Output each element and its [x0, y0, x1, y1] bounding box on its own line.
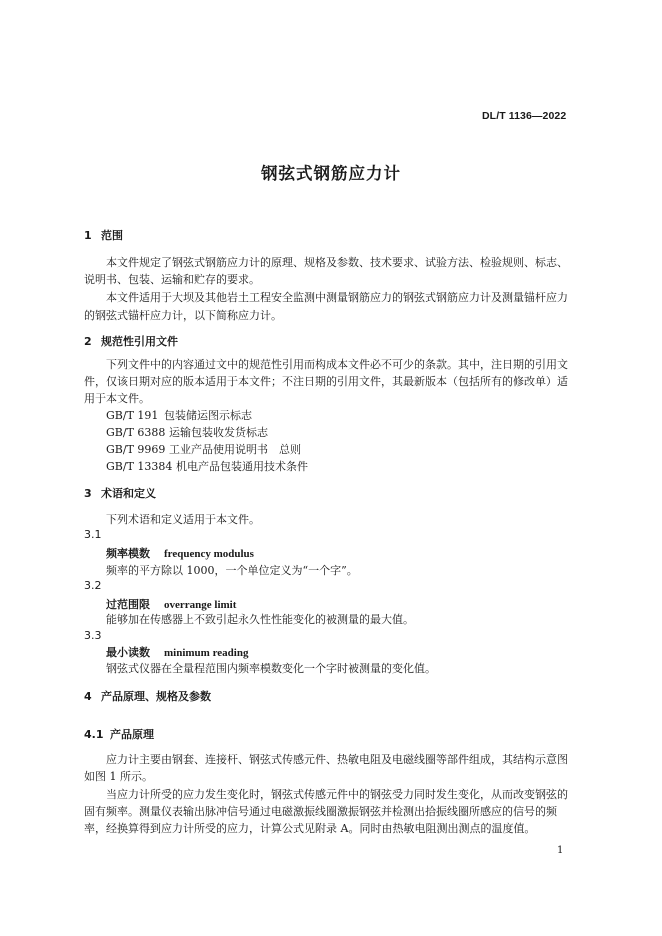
term-definition: 频率的平方除以 1000，一个单位定义为“一个字”。 [106, 564, 358, 577]
reference-name: 包装储运图示标志 [164, 409, 252, 422]
term-definition: 能够加在传感器上不致引起永久性性能变化的被测量的最大值。 [106, 613, 414, 626]
reference-item [106, 424, 268, 440]
text-line: 本文件规定了钢弦式钢筋应力计的原理、规格及参数、技术要求、试验方法、检验规则、标志、 [106, 256, 568, 269]
text-line: 当应力计所受的应力发生变化时，钢弦式传感元件中的钢弦受力同时发生变化，从而改变钢弦的 [106, 788, 568, 801]
term-chinese: 最小读数 [106, 646, 150, 659]
subsection-title: 产品原理 [110, 728, 154, 741]
subsection-number: 4.1 [84, 728, 104, 741]
page-number: 1 [557, 845, 564, 856]
reference-name: 运输包装收发货标志 [169, 426, 268, 439]
term-english: overrange limit [164, 599, 237, 611]
text-line: 说明书、包装、运输和贮存的要求。 [84, 273, 260, 286]
section-number: 1 [84, 229, 92, 242]
reference-name: 工业产品使用说明书 总则 [169, 443, 301, 456]
text-line: 固有频率。测量仪表输出脉冲信号通过电磁激振线圈激振钢弦并检测出拾振线圈所感应的信号的频 [84, 805, 557, 818]
reference-code: GB/T 6388 [106, 426, 166, 439]
reference-code: GB/T 191 [106, 409, 159, 422]
term-english: minimum reading [164, 647, 249, 659]
reference-name: 机电产品包装通用技术条件 [176, 460, 308, 473]
reference-item [106, 458, 308, 474]
section-title: 产品原理、规格及参数 [101, 690, 211, 703]
text-line: 用于本文件。 [84, 392, 150, 405]
section-2-heading [84, 333, 178, 349]
section-1-heading [84, 227, 123, 243]
reference-item [106, 441, 301, 457]
text-line: 应力计主要由钢套、连接杆、钢弦式传感元件、热敏电阻及电磁线圈等部件组成，其结构示意图 [106, 753, 568, 766]
section-number: 4 [84, 690, 92, 703]
term-chinese: 过范围限 [106, 598, 150, 611]
reference-item [106, 407, 252, 423]
text-line: 率，经换算得到应力计所受的应力，计算公式见附录 A。同时由热敏电阻测出测点的温度值。 [84, 822, 536, 835]
text-line: 下列文件中的内容通过文中的规范性引用而构成本文件必不可少的条款。其中，注日期的引用文 [106, 358, 568, 371]
section-title: 术语和定义 [101, 487, 156, 500]
text-line: 本文件适用于大坝及其他岩土工程安全监测中测量钢筋应力的钢弦式钢筋应力计及测量锚杆应力 [106, 291, 568, 304]
section-number: 2 [84, 335, 92, 348]
section-3-heading [84, 485, 156, 501]
reference-code: GB/T 13384 [106, 460, 173, 473]
section-title: 范围 [101, 229, 123, 242]
term-number: 3.1 [84, 528, 102, 541]
section-title: 规范性引用文件 [101, 335, 178, 348]
term-number: 3.3 [84, 629, 102, 642]
standard-number: DL/T 1136—2022 [482, 110, 567, 122]
subsection-4-1-heading [84, 726, 154, 742]
reference-code: GB/T 9969 [106, 443, 166, 456]
text-line: 的钢弦式锚杆应力计，以下简称应力计。 [84, 309, 282, 322]
term-heading [106, 596, 236, 612]
document-title: 钢弦式钢筋应力计 [261, 164, 401, 183]
term-heading [106, 644, 248, 660]
terms-intro: 下列术语和定义适用于本文件。 [106, 513, 260, 526]
section-4-heading [84, 688, 211, 704]
term-number: 3.2 [84, 579, 102, 592]
text-line: 如图 1 所示。 [84, 770, 153, 783]
term-heading [106, 545, 254, 561]
term-chinese: 频率模数 [106, 547, 150, 560]
section-number: 3 [84, 487, 92, 500]
term-english: frequency modulus [164, 548, 254, 560]
text-line: 件，仅该日期对应的版本适用于本文件；不注日期的引用文件，其最新版本（包括所有的修改单）适 [84, 375, 568, 388]
term-definition: 钢弦式仪器在全量程范围内频率模数变化一个字时被测量的变化值。 [106, 662, 436, 675]
